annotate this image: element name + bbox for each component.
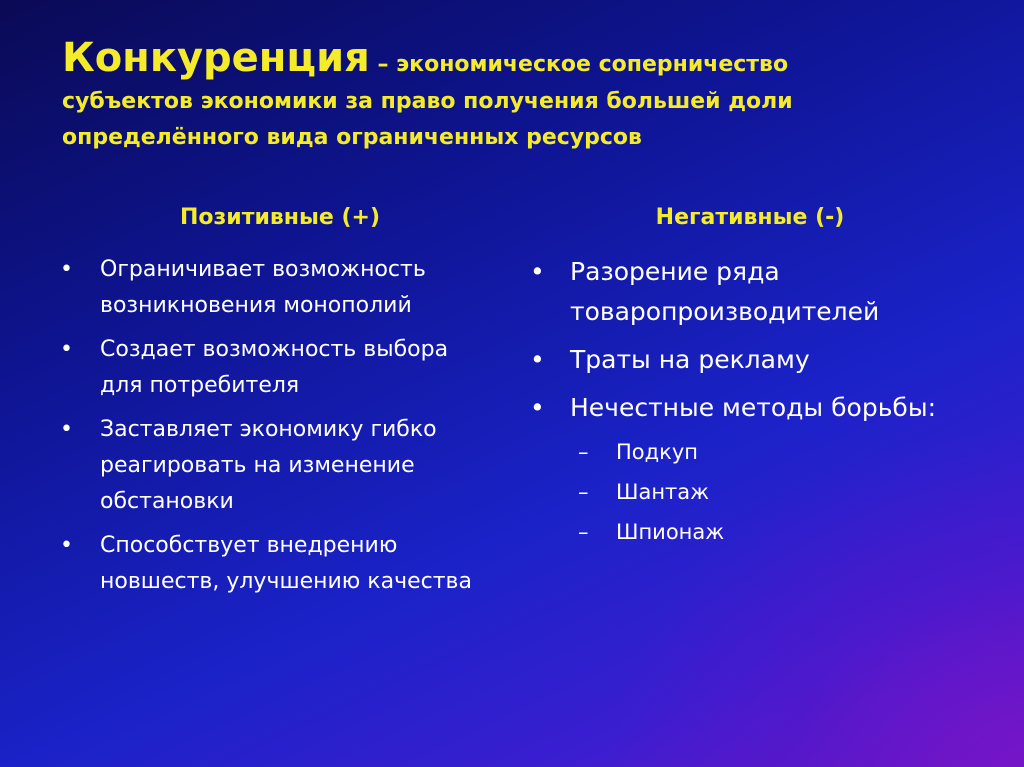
- positive-list: [60, 252, 490, 608]
- bullet-icon: •: [60, 533, 73, 558]
- bullet-icon: •: [60, 417, 73, 442]
- list-item: [60, 528, 490, 600]
- dash-icon: –: [578, 480, 589, 504]
- title-definition-start: – экономическое соперничество: [369, 52, 789, 77]
- bullet-icon: •: [530, 257, 545, 286]
- list-item: [60, 252, 490, 324]
- sublist-item: [570, 512, 970, 552]
- negative-heading: Негативные (-): [655, 205, 845, 230]
- list-item: [60, 412, 490, 520]
- slide-title: [62, 36, 962, 156]
- list-item: [530, 388, 970, 552]
- bullet-icon: •: [530, 345, 545, 374]
- list-item-text: Разорение ряда товаропроизводителей: [570, 257, 880, 326]
- list-item-text: Способствует внедрению новшеств, улучшению качества: [100, 533, 472, 594]
- negative-list: [530, 252, 970, 560]
- title-definition-line3: определённого вида ограниченных ресурсов: [62, 125, 642, 150]
- list-item-text: Нечестные методы борьбы:: [570, 393, 937, 422]
- title-term: Конкуренция: [62, 35, 370, 81]
- list-item-text: Создает возможность выбора для потребителя: [100, 337, 449, 398]
- list-item: [530, 252, 970, 332]
- list-item: [530, 340, 970, 380]
- unfair-methods-sublist: [570, 432, 970, 552]
- dash-icon: –: [578, 440, 589, 464]
- sublist-item-text: Подкуп: [616, 440, 699, 464]
- title-definition-line2: субъектов экономики за право получения большей доли: [62, 89, 793, 114]
- sublist-item-text: Шпионаж: [616, 520, 725, 544]
- bullet-icon: •: [60, 337, 73, 362]
- bullet-icon: •: [530, 393, 545, 422]
- list-item: [60, 332, 490, 404]
- bullet-icon: •: [60, 257, 73, 282]
- positive-heading: Позитивные (+): [179, 205, 381, 230]
- sublist-item-text: Шантаж: [616, 480, 710, 504]
- list-item-text: Заставляет экономику гибко реагировать на изменение обстановки: [100, 417, 437, 514]
- sublist-item: [570, 432, 970, 472]
- list-item-text: Ограничивает возможность возникновения монополий: [100, 257, 426, 318]
- dash-icon: –: [578, 520, 589, 544]
- sublist-item: [570, 472, 970, 512]
- list-item-text: Траты на рекламу: [570, 345, 810, 374]
